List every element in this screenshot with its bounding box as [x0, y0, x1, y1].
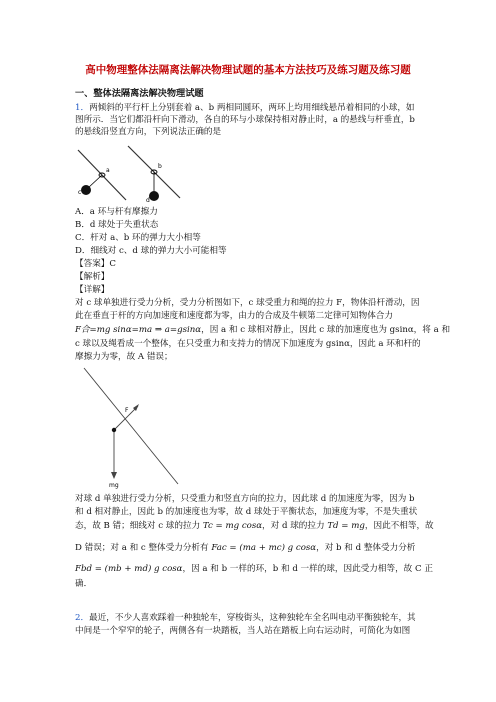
rod-line: [84, 368, 178, 484]
option-d: D．细线对 c、d 球的弹力大小可能相等: [75, 246, 227, 256]
question-2-line-1: 2．最近，不少人喜欢踩着一种独轮车，穿梭街头，这种独轮车全名叫电动平衡独轮车，其: [75, 613, 416, 623]
ball-point: [112, 428, 116, 432]
detail-line-4: c 球以及绳看成一个整体，在只受重力和支持力的情况下加速度为 gsinα，因此 a 环和杆的: [75, 339, 421, 349]
answer-label: 【答案】C: [75, 259, 116, 269]
gravity-arrowhead: [111, 472, 117, 479]
string-a: [88, 175, 102, 188]
question-1-line-3: 的悬线沿竖直方向，下列说法正确的是: [75, 127, 222, 137]
explain-line-4: D 错误；对 a 和 c 整体受力分析有 Fac = (ma + mc) g cosα，对 b 和 d 整体受力分析: [75, 543, 416, 553]
question-1-line-1: [75, 102, 415, 114]
label-c: c: [78, 189, 82, 196]
question-number: 1．: [75, 103, 90, 113]
label-b: b: [158, 163, 162, 170]
option-a: A．a 环与杆有摩擦力: [75, 207, 158, 217]
label-force-f: F: [125, 407, 129, 414]
detail-label: 【详解】: [75, 285, 110, 295]
question-text: 两倾斜的平行杆上分别套着 a、b 两相同圆环，两环上均用细线悬吊着相同的小球，如: [89, 103, 415, 113]
detail-line-1: 对 c 球单独进行受力分析，受力分析图如下，c 球受重力和绳的拉力 F，物体沿杆滑动，因: [75, 298, 420, 308]
detail-line-3-text: ，因 a 和 c 球相对静止，因此 c 球的加速度也为 gsinα，将 a 和: [201, 325, 451, 335]
explain-line-5: Fbd = (mb + md) g cosα，因 a 和 b 一样的环，b 和 d 一样的球，因此受力相等，故 C 正: [75, 564, 433, 574]
question-2-line-2: 中间是一个窄窄的轮子，两侧各有一块踏板，当人站在踏板上向右运动时，可简化为如图: [75, 626, 411, 636]
detail-line-3: [75, 324, 450, 336]
section-heading: 一、整体法隔离法解决物理试题: [75, 88, 204, 99]
explain-line-6: 确．: [75, 579, 93, 589]
label-a: a: [106, 167, 110, 174]
label-d: d: [146, 197, 150, 204]
rods-and-balls-figure: [76, 142, 184, 204]
formula-td: Td = mg: [327, 521, 365, 531]
formula-fac: Fac = (ma + mc) g cosα: [211, 543, 317, 553]
question-1-line-2: 图所示．当它们都沿杆向下滑动，各自的环与小球保持相对静止时，a 的悬线与杆垂直，b: [75, 115, 415, 125]
formula-fbd: Fbd = (mb + md) g cosα: [75, 564, 183, 574]
analysis-label: 【解析】: [75, 272, 110, 282]
force-diagram-figure: [78, 366, 183, 490]
explain-line-2: 和 d 相对静止，因此 b 的加速度也为零，故 d 球处于平衡状态，加速度为零，不是失重状: [75, 507, 418, 517]
question-number: 2．: [75, 613, 90, 623]
detail-line-5: 摩擦力为零，故 A 错误；: [75, 352, 173, 362]
document-title: 高中物理整体法隔离法解决物理试题的基本方法技巧及练习题及练习题: [85, 64, 411, 76]
label-mg: mg: [109, 482, 119, 489]
ball-c: [81, 185, 91, 195]
explain-line-3: 态，故 B 错；细线对 c 球的拉力 Tc = mg cosα，对 d 球的拉力 Td = mg，因此不相等，故: [75, 521, 434, 531]
formula-tc: Tc = mg cosα: [202, 521, 263, 531]
ball-d: [149, 191, 159, 201]
detail-line-2: 此在垂直于杆的方向加速度和速度都为零，由力的合成及牛顿第二定律可知物体合力: [75, 311, 393, 321]
option-c: C．杆对 a、b 环的弹力大小相等: [75, 233, 201, 243]
explain-line-1: 对球 d 单独进行受力分析，只受重力和竖直方向的拉力，因此球 d 的加速度为零，因为 b: [75, 494, 415, 504]
formula-net-force: F合=mg sinα=ma ⇒ a=gsinα: [75, 325, 202, 335]
option-b: B．d 球处于失重状态: [75, 220, 159, 230]
